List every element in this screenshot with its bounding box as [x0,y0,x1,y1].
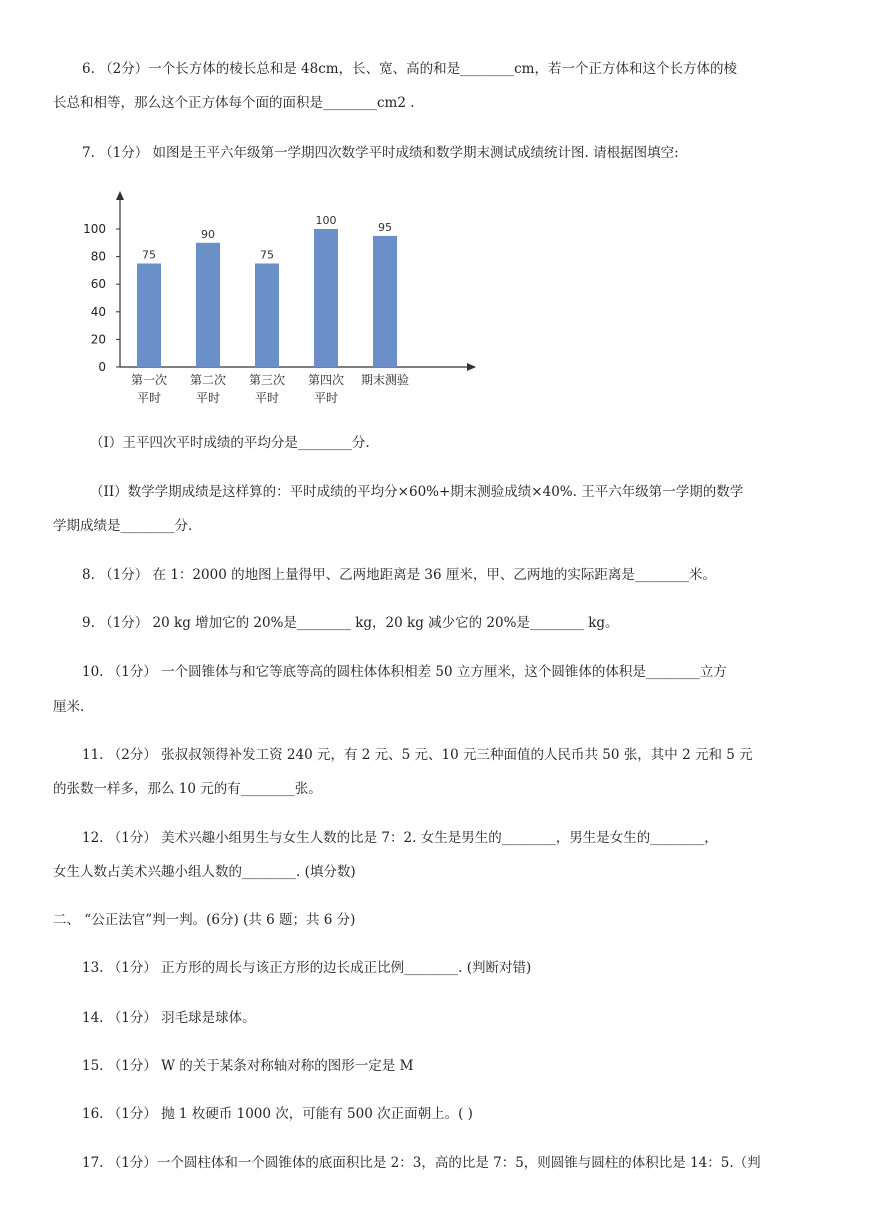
x-category-label: 第一次 [130,373,168,387]
bar-value-label: 95 [378,220,392,234]
q10-line1: 10. （1分） 一个圆锥体与和它等底等高的圆柱体体积相差 50 立方厘米，这个圆锥体的体积是________立方 [82,664,727,680]
bar-value-label: 75 [142,248,156,262]
y-axis-arrow [116,191,124,200]
x-category-label: 平时 [254,391,280,405]
x-category-label: 平时 [195,391,221,405]
bar [314,229,338,367]
score-bar-chart [80,185,490,415]
x-category-label: 第四次 [307,373,345,387]
bar [255,264,279,368]
section-2-heading: 二、 “公正法官”判一判。(6分) (共 6 题；共 6 分) [53,912,356,928]
bar-value-label: 90 [201,227,215,241]
bar-value-label: 75 [260,248,274,262]
x-axis-arrow [467,363,476,371]
q7-line1: 7. （1分） 如图是王平六年级第一学期四次数学平时成绩和数学期末测试成绩统计图. 请根据图填空: [82,145,679,161]
y-tick-label: 60 [90,277,106,292]
q15: 15. （1分） W 的关于某条对称轴对称的图形一定是 M [82,1058,414,1074]
q9: 9. （1分） 20 kg 增加它的 20%是________ kg，20 kg 减少它的 20%是________ kg。 [82,615,619,631]
x-category-label: 第三次 [248,373,286,387]
bar-value-label: 100 [315,214,337,227]
q12-line1: 12. （1分） 美术兴趣小组男生与女生人数的比是 7：2. 女生是男生的________，男生是女生的________， [82,830,718,846]
chart-axes [116,191,476,371]
q14: 14. （1分） 羽毛球是球体。 [82,1010,256,1026]
y-tick-label: 100 [83,222,106,236]
bar [373,236,397,367]
x-category-label: 平时 [313,391,339,405]
x-category-label: 平时 [136,391,162,405]
bar [196,243,220,367]
q11-line2: 的张数一样多，那么 10 元的有________张。 [53,781,322,797]
x-category-label: 第二次 [189,373,227,387]
chart-x-labels [131,372,409,405]
chart-y-ticks [83,222,120,374]
q7-sub2-line2: 学期成绩是________分. [53,518,193,534]
y-tick-label: 40 [90,304,106,319]
y-tick-label: 0 [98,360,106,374]
q13: 13. （1分） 正方形的周长与该正方形的边长成正比例________. (判断对错) [82,960,532,976]
y-tick-label: 80 [90,249,106,264]
q6-line1: 6. （2分）一个长方体的棱长总和是 48cm，长、宽、高的和是________cm，若一个正方体和这个长方体的棱 [82,61,737,77]
q12-line2: 女生人数占美术兴趣小组人数的________. (填分数) [53,864,356,880]
q17: 17. （1分）一个圆柱体和一个圆锥体的底面积比是 2：3，高的比是 7：5，则圆锥与圆柱的体积比是 14：5.（判 [82,1155,761,1171]
q11-line1: 11. （2分） 张叔叔领得补发工资 240 元，有 2 元、5 元、10 元三种面值的人民币共 50 张，其中 2 元和 5 元 [82,747,753,763]
q6-line2: 长总和相等，那么这个正方体每个面的面积是________cm2 . [53,95,415,111]
chart-bars [137,214,397,367]
q8: 8. （1分） 在 1：2000 的地图上量得甲、乙两地距离是 36 厘米，甲、乙两地的实际距离是________米。 [82,567,716,583]
q16: 16. （1分） 抛 1 枚硬币 1000 次，可能有 500 次正面朝上。( ) [82,1106,473,1122]
y-tick-label: 20 [90,332,106,347]
q7-sub1: （I）王平四次平时成绩的平均分是________分. [90,435,370,451]
x-category-label: 期末测验 [360,373,410,387]
bar [137,264,161,368]
q7-sub2-line1: （II）数学学期成绩是这样算的：平时成绩的平均分×60%+期末测验成绩×40%. 王平六年级第一学期的数学 [90,484,744,500]
q10-line2: 厘米. [53,699,85,715]
